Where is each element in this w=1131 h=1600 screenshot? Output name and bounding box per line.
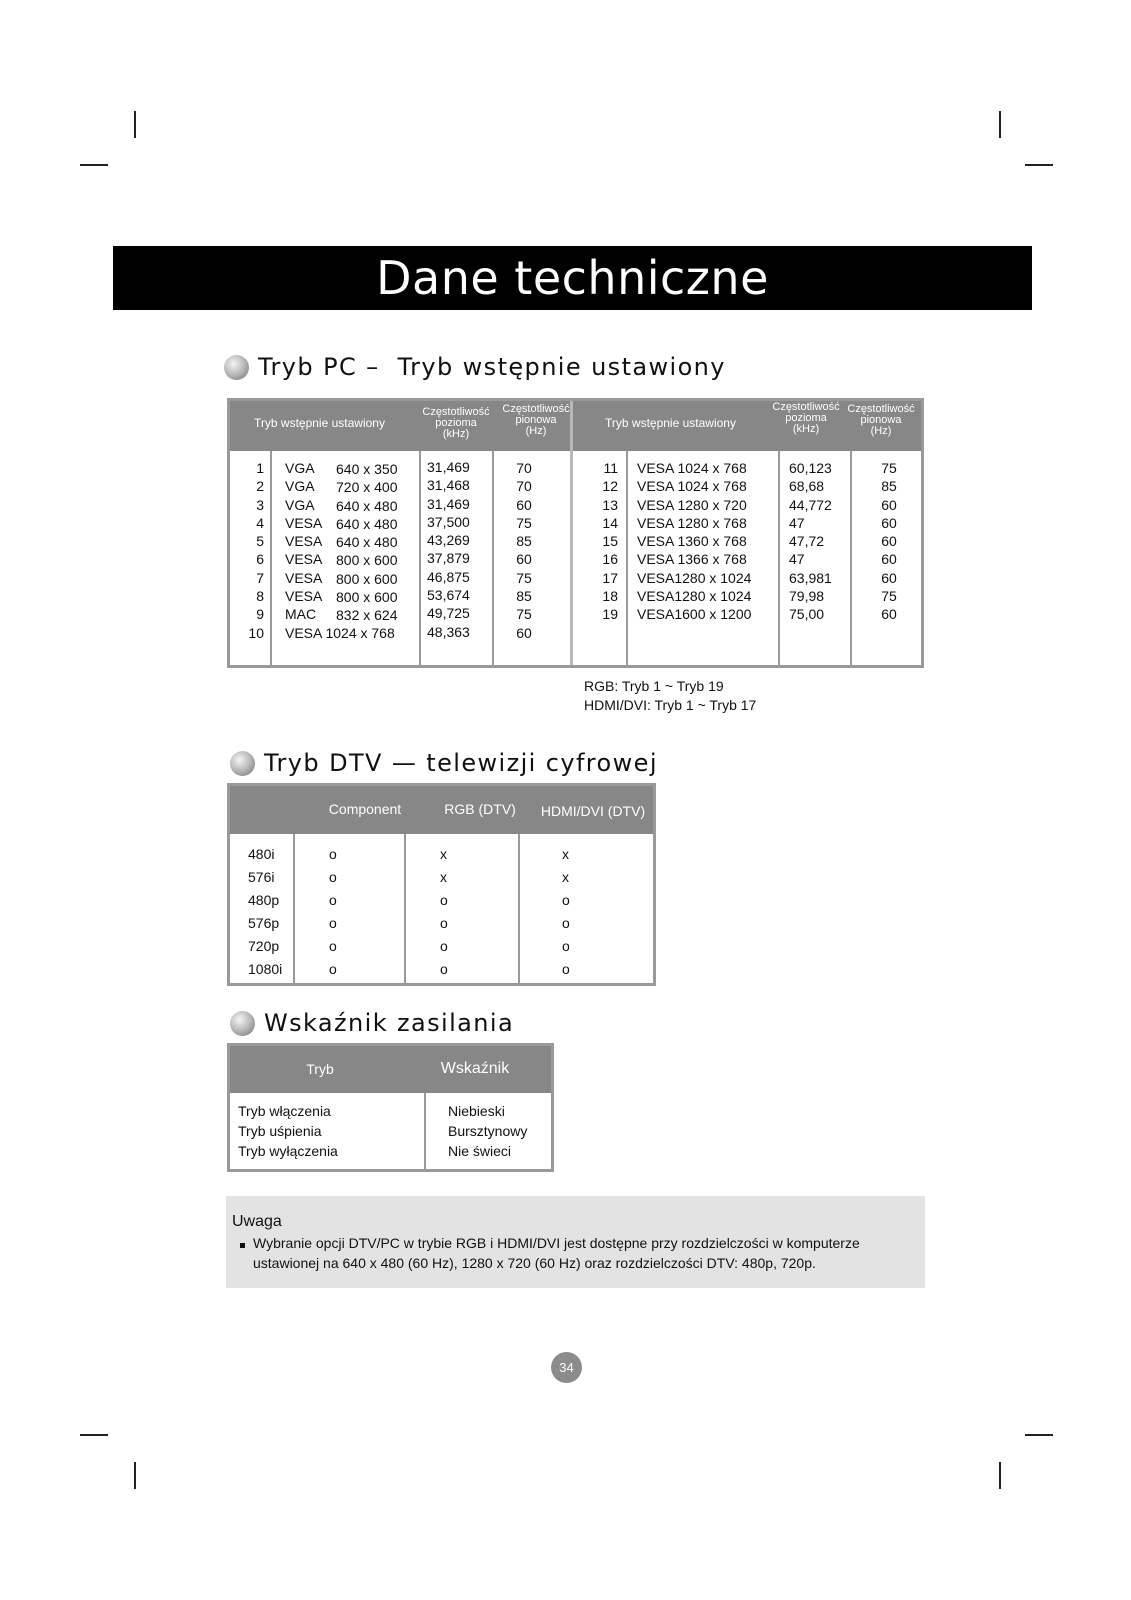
pc-heading-text: Tryb PC – Tryb wstępnie ustawiony: [258, 353, 726, 381]
crop-mark: [134, 1462, 136, 1489]
pc-header-mode-right: Tryb wstępnie ustawiony: [605, 416, 736, 430]
page-title: Dane techniczne: [376, 251, 769, 305]
pc-header-vfreq-left: Częstotliwość pionowa (Hz): [502, 403, 570, 437]
column-divider: [570, 401, 573, 665]
hdmi-note: HDMI/DVI: Tryb 1 ~ Tryb 17: [584, 697, 757, 713]
bullet-icon: [230, 751, 255, 776]
pc-section-heading: [224, 353, 726, 381]
pc-left-standards: VGA VGA VGA VESA VESA VESA VESA VESA MAC VESA 1024 x 768: [285, 460, 395, 641]
column-divider: [424, 1093, 426, 1169]
column-divider: [270, 451, 272, 665]
column-divider: [518, 834, 520, 983]
pc-header-hfreq-left: Częstotliwość pozioma (kHz): [422, 406, 490, 440]
crop-mark: [999, 111, 1001, 138]
pc-mode-notes: [584, 677, 756, 715]
power-indicators: Niebieski Bursztynowy Nie świeci: [448, 1103, 528, 1159]
pc-left-vfreq: 70 70 60 75 85 60 75 85 75 60: [516, 460, 532, 641]
crop-mark: [999, 1462, 1001, 1489]
pc-header-vfreq-right: Częstotliwość pionowa (Hz): [847, 403, 915, 437]
square-bullet-icon: [240, 1243, 245, 1248]
dtv-mode-table: [227, 783, 656, 986]
rgb-note: RGB: Tryb 1 ~ Tryb 19: [584, 678, 724, 694]
column-divider: [293, 834, 295, 983]
crop-mark: [80, 164, 108, 166]
dtv-header-hdmi: HDMI/DVI (DTV): [540, 803, 646, 819]
column-divider: [850, 451, 852, 665]
power-header-mode: Tryb: [306, 1061, 334, 1077]
column-divider: [419, 451, 421, 665]
note-box: [226, 1196, 925, 1288]
power-modes: Tryb włączenia Tryb uśpienia Tryb wyłączenia: [238, 1103, 338, 1159]
pc-left-resolutions: 640 x 350 720 x 400 640 x 480 640 x 480 640 x 480 800 x 600 800 x 600 800 x 600 832 x 624: [336, 461, 398, 624]
power-heading-text: Wskaźnik zasilania: [264, 1009, 515, 1037]
pc-header-mode-left: Tryb wstępnie ustawiony: [254, 416, 385, 430]
dtv-rgb-support: x x o o o o: [440, 846, 448, 977]
column-divider: [626, 451, 628, 665]
dtv-header-component: Component: [328, 801, 402, 817]
column-divider: [404, 834, 406, 983]
pc-right-modes: VESA 1024 x 768 VESA 1024 x 768 VESA 1280 x 720 VESA 1280 x 768 VESA 1360 x 768 VESA 1366 x 768 VESA1280 x 1024 VESA1280 x 1024 VESA1600 x 1200: [637, 460, 752, 623]
pc-left-hfreq: 31,469 31,468 31,469 37,500 43,269 37,879 46,875 53,674 49,725 48,363: [427, 459, 470, 640]
dtv-heading-text: Tryb DTV — telewizji cyfrowej: [264, 749, 658, 777]
bullet-icon: [230, 1011, 255, 1036]
page-title-bar: [113, 246, 1032, 310]
crop-mark: [80, 1434, 108, 1436]
crop-mark: [1025, 164, 1053, 166]
pc-header-hfreq-right: Częstotliwość pozioma (kHz): [772, 401, 840, 435]
pc-left-numbers: 1 2 3 4 5 6 7 8 9 10: [248, 460, 264, 641]
bullet-icon: [224, 355, 249, 380]
note-title: Uwaga: [232, 1213, 282, 1230]
dtv-component-support: o o o o o o: [329, 846, 337, 977]
pc-right-numbers: 11 12 13 14 15 16 17 18 19: [602, 460, 618, 623]
page-number: 34: [551, 1352, 582, 1383]
pc-right-vfreq: 75 85 60 60 60 60 60 75 60: [881, 460, 897, 623]
note-text: Wybranie opcji DTV/PC w trybie RGB i HDMI/DVI jest dostępne przy rozdzielczości w komputerze ustawionej na 640 x 480 (60 Hz), 1280 x 720 (60 Hz) oraz rozdzielczości DTV: 480p, 720p.: [253, 1235, 860, 1271]
column-divider: [492, 451, 494, 665]
pc-mode-table: [227, 398, 924, 668]
dtv-header-rgb: RGB (DTV): [444, 801, 516, 817]
power-indicator-table: [227, 1043, 554, 1172]
dtv-section-heading: [230, 749, 658, 777]
power-section-heading: [230, 1009, 514, 1037]
power-header-indicator: Wskaźnik: [440, 1060, 510, 1077]
dtv-hdmi-support: x x o o o o: [562, 846, 570, 977]
dtv-resolutions: 480i 576i 480p 576p 720p 1080i: [248, 846, 283, 977]
crop-mark: [1025, 1434, 1053, 1436]
column-divider: [778, 451, 780, 665]
crop-mark: [134, 111, 136, 138]
pc-right-hfreq: 60,123 68,68 44,772 47 47,72 47 63,981 79,98 75,00: [789, 460, 832, 623]
